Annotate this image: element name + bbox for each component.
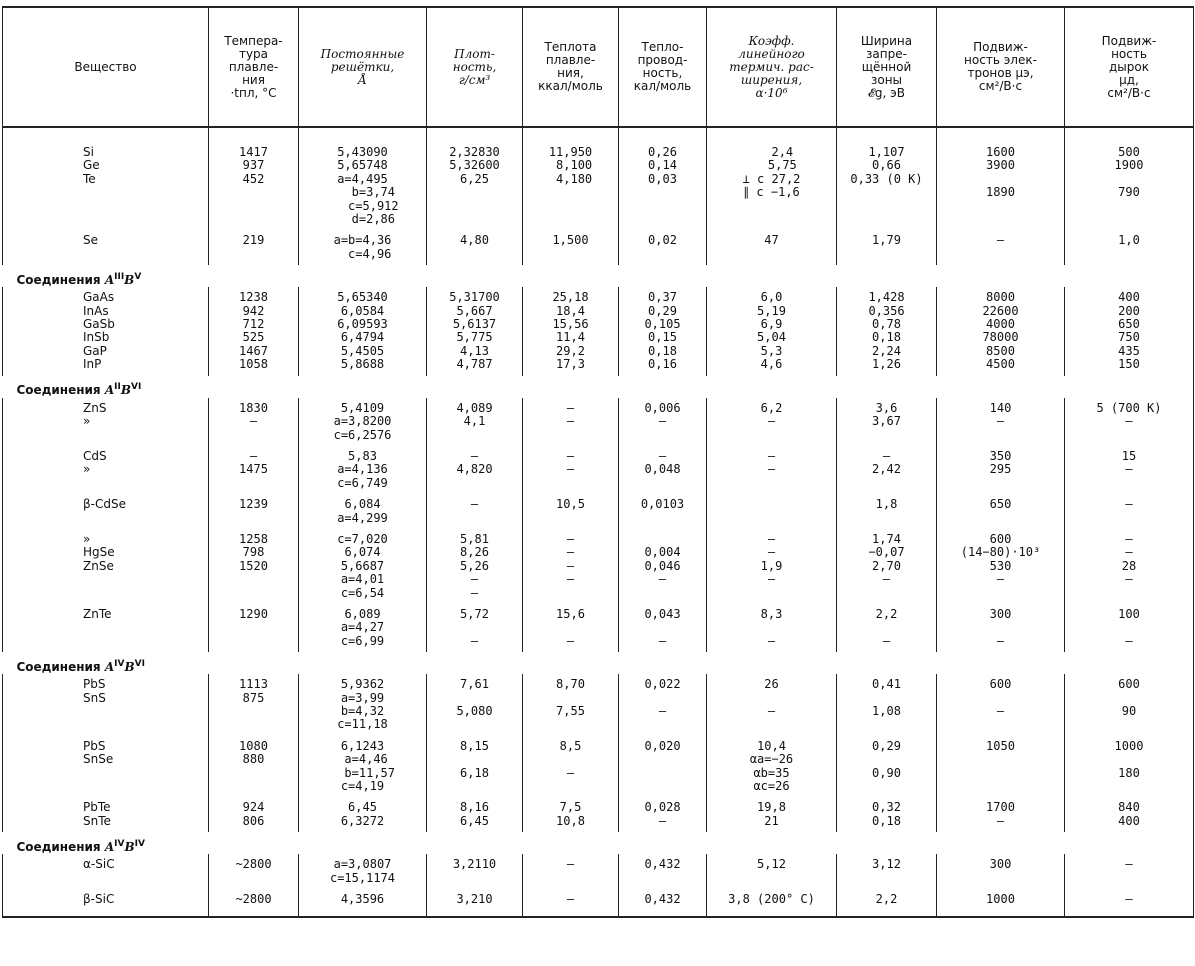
cell-substance: » HgSe ZnSe [3,529,209,604]
cell-density: 4,80 [427,230,523,265]
cell-melting-temp: ~2800 [209,854,299,889]
cell-thermal-conductivity: 0,0103 [619,494,707,529]
cell-density: 5,72 — [427,604,523,652]
spacer-cell [1065,127,1194,142]
cell-heat-of-fusion: 25,18 18,4 15,56 11,4 29,2 17,3 [523,287,619,375]
bottom-rule-cell [937,910,1065,917]
cell-density: 5,81 8,26 5,26 — — [427,529,523,604]
cell-band-gap: 0,29 0,90 [837,736,937,798]
cell-melting-temp: 1239 [209,494,299,529]
cell-hole-mobility: — [1065,889,1194,910]
cell-heat-of-fusion: 10,5 [523,494,619,529]
cell-hole-mobility: 5 (700 K) — [1065,398,1194,446]
cell-band-gap: 0,32 0,18 [837,797,937,832]
table-bottom-rule [3,910,1194,917]
cell-melting-temp: — 1475 [209,446,299,494]
cell-melting-temp: 924 806 [209,797,299,832]
cell-band-gap: 2,2 — [837,604,937,652]
bottom-rule-cell [3,910,209,917]
table-row [3,142,1194,230]
cell-hole-mobility: 1,0 [1065,230,1194,265]
cell-density: 3,210 [427,889,523,910]
cell-melting-temp: 1113 875 [209,674,299,736]
cell-thermal-conductivity: 0,37 0,29 0,105 0,15 0,18 0,16 [619,287,707,375]
cell-heat-of-fusion: 15,6 — [523,604,619,652]
cell-thermal-conductivity: 0,006 — [619,398,707,446]
cell-density: 7,61 5,080 [427,674,523,736]
cell-band-gap: 1,74 −0,07 2,70 — [837,529,937,604]
cell-substance: ZnS » [3,398,209,446]
bottom-rule-cell [707,910,837,917]
group-heading: Соединения $A^{III}B^V$ [3,265,1194,287]
cell-band-gap: 2,2 [837,889,937,910]
bottom-rule-cell [209,910,299,917]
cell-expansion-coefficient: 47 [707,230,837,265]
cell-substance: α-SiC [3,854,209,889]
bottom-rule-cell [427,910,523,917]
cell-thermal-conductivity: — 0,048 [619,446,707,494]
cell-heat-of-fusion: 11,950 8,100 4,180 [523,142,619,230]
cell-substance: ZnTe [3,604,209,652]
cell-band-gap: — 2,42 [837,446,937,494]
table-row [3,674,1194,736]
cell-substance: Se [3,230,209,265]
cell-density: 3,2110 [427,854,523,889]
cell-band-gap: 1,79 [837,230,937,265]
cell-lattice-constants: 6,45 6,3272 [299,797,427,832]
cell-heat-of-fusion: 8,5 — [523,736,619,798]
table-header-row [3,7,1194,127]
cell-electron-mobility: 1700 — [937,797,1065,832]
cell-hole-mobility: 1000 180 [1065,736,1194,798]
properties-table [2,6,1194,918]
cell-lattice-constants: a=3,0807 c=15,1174 [299,854,427,889]
cell-density: 5,31700 5,667 5,6137 5,775 4,13 4,787 [427,287,523,375]
cell-melting-temp: 1238 942 712 525 1467 1058 [209,287,299,375]
group-heading-row [3,265,1194,287]
cell-density: 8,16 6,45 [427,797,523,832]
header-heat-of-fusion: Теплота плавле- ния, ккал/моль [523,7,619,127]
cell-lattice-constants: 6,089 a=4,27 c=6,99 [299,604,427,652]
cell-electron-mobility: 300 [937,854,1065,889]
bottom-rule-cell [1065,910,1194,917]
cell-heat-of-fusion: — — [523,398,619,446]
cell-density: — [427,494,523,529]
cell-melting-temp: 219 [209,230,299,265]
cell-thermal-conductivity: 0,432 [619,889,707,910]
cell-thermal-conductivity: 0,028 — [619,797,707,832]
table-row [3,494,1194,529]
cell-melting-temp: 1258 798 1520 [209,529,299,604]
cell-hole-mobility: 500 1900 790 [1065,142,1194,230]
cell-melting-temp: 1080 880 [209,736,299,798]
cell-band-gap: 3,6 3,67 [837,398,937,446]
group-heading-row [3,376,1194,398]
cell-expansion-coefficient: 5,12 [707,854,837,889]
group-heading: Соединения $A^{II}B^{VI}$ [3,376,1194,398]
cell-electron-mobility: 600 — [937,674,1065,736]
cell-heat-of-fusion: — — [523,446,619,494]
cell-melting-temp: 1830 — [209,398,299,446]
header-lattice-constants: Постоянные решётки, Å [299,7,427,127]
cell-expansion-coefficient: 10,4 αa=−26 αb=35 αc=26 [707,736,837,798]
table-row [3,230,1194,265]
cell-thermal-conductivity: 0,022 — [619,674,707,736]
cell-substance: CdS » [3,446,209,494]
group-heading: Соединения $A^{IV}B^{VI}$ [3,652,1194,674]
cell-lattice-constants: 5,43090 5,65748 a=4,495 b=3,74 c=5,912 d=2,86 [299,142,427,230]
cell-substance: Si Ge Te [3,142,209,230]
cell-heat-of-fusion: — — — — [523,529,619,604]
cell-expansion-coefficient: — — [707,446,837,494]
cell-band-gap: 0,41 1,08 [837,674,937,736]
cell-thermal-conductivity: 0,432 [619,854,707,889]
cell-heat-of-fusion: 1,500 [523,230,619,265]
spacer-cell [3,127,209,142]
header-density: Плот- ность, г/см³ [427,7,523,127]
cell-electron-mobility: 350 295 [937,446,1065,494]
cell-melting-temp: 1290 [209,604,299,652]
cell-expansion-coefficient: — — 1,9 — [707,529,837,604]
cell-thermal-conductivity: 0,043 — [619,604,707,652]
cell-expansion-coefficient [707,494,837,529]
cell-substance: β-SiC [3,889,209,910]
cell-expansion-coefficient: 3,8 (200° C) [707,889,837,910]
cell-density: 2,32830 5,32600 6,25 [427,142,523,230]
cell-expansion-coefficient: 6,2 — [707,398,837,446]
table-row [3,398,1194,446]
header-substance: Вещество [3,7,209,127]
cell-expansion-coefficient: 26 — [707,674,837,736]
spacer-cell [523,127,619,142]
bottom-rule-cell [299,910,427,917]
bottom-rule-cell [837,910,937,917]
spacer-cell [619,127,707,142]
cell-electron-mobility: 1000 [937,889,1065,910]
cell-thermal-conductivity: 0,004 0,046 — [619,529,707,604]
cell-hole-mobility: 840 400 [1065,797,1194,832]
cell-hole-mobility: — [1065,854,1194,889]
table-row [3,736,1194,798]
header-band-gap: Ширина запре- щённой зоны 𝓔g, эВ [837,7,937,127]
table-row [3,854,1194,889]
cell-thermal-conductivity: 0,020 [619,736,707,798]
cell-lattice-constants: a=b=4,36 c=4,96 [299,230,427,265]
cell-hole-mobility: 400 200 650 750 435 150 [1065,287,1194,375]
cell-electron-mobility: 140 — [937,398,1065,446]
table-row [3,287,1194,375]
header-melting-temp: Темпера- тура плавле- ния ·tпл, °C [209,7,299,127]
cell-expansion-coefficient: 8,3 — [707,604,837,652]
table-row [3,446,1194,494]
cell-lattice-constants: 6,084 a=4,299 [299,494,427,529]
table-row [3,797,1194,832]
cell-lattice-constants: c=7,020 6,074 5,6687 a=4,01 c=6,54 [299,529,427,604]
cell-lattice-constants: 5,65340 6,0584 6,09593 6,4794 5,4505 5,8688 [299,287,427,375]
spacer-cell [937,127,1065,142]
header-hole-mobility: Подвиж- ность дырок μд, см²/В·с [1065,7,1194,127]
header-electron-mobility: Подвиж- ность элек- тронов μэ, см²/В·с [937,7,1065,127]
cell-lattice-constants: 5,83 a=4,136 c=6,749 [299,446,427,494]
spacer-cell [427,127,523,142]
spacer-cell [707,127,837,142]
spacer-cell [299,127,427,142]
cell-expansion-coefficient: 6,0 5,19 6,9 5,04 5,3 4,6 [707,287,837,375]
cell-hole-mobility: 100 — [1065,604,1194,652]
cell-lattice-constants: 6,1243 a=4,46 b=11,57 c=4,19 [299,736,427,798]
cell-expansion-coefficient: 2,4 5,75 ⊥ c 27,2 ∥ c −1,6 [707,142,837,230]
cell-thermal-conductivity: 0,26 0,14 0,03 [619,142,707,230]
cell-expansion-coefficient: 19,8 21 [707,797,837,832]
cell-electron-mobility: 1600 3900 1890 [937,142,1065,230]
group-heading-row [3,832,1194,854]
cell-density: 8,15 6,18 [427,736,523,798]
cell-electron-mobility: 650 [937,494,1065,529]
header-expansion-coefficient: Коэфф. линейного термич. рас- ширения, α·10⁶ [707,7,837,127]
cell-heat-of-fusion: 7,5 10,8 [523,797,619,832]
table-body [3,127,1194,917]
cell-electron-mobility: 300 — [937,604,1065,652]
spacer-row [3,127,1194,142]
cell-lattice-constants: 5,4109 a=3,8200 c=6,2576 [299,398,427,446]
group-heading: Соединения $A^{IV}B^{IV}$ [3,832,1194,854]
cell-density: 4,089 4,1 [427,398,523,446]
table-row [3,889,1194,910]
spacer-cell [837,127,937,142]
cell-electron-mobility: 8000 22600 4000 78000 8500 4500 [937,287,1065,375]
cell-lattice-constants: 4,3596 [299,889,427,910]
group-heading-row [3,652,1194,674]
table-row [3,604,1194,652]
cell-melting-temp: ~2800 [209,889,299,910]
cell-melting-temp: 1417 937 452 [209,142,299,230]
cell-substance: GaAs InAs GaSb InSb GaP InP [3,287,209,375]
cell-substance: PbS SnSe [3,736,209,798]
cell-hole-mobility: — — 28 — [1065,529,1194,604]
cell-lattice-constants: 5,9362 a=3,99 b=4,32 c=11,18 [299,674,427,736]
cell-hole-mobility: 600 90 [1065,674,1194,736]
cell-band-gap: 3,12 [837,854,937,889]
cell-electron-mobility: — [937,230,1065,265]
cell-thermal-conductivity: 0,02 [619,230,707,265]
cell-band-gap: 1,428 0,356 0,78 0,18 2,24 1,26 [837,287,937,375]
cell-substance: β-CdSe [3,494,209,529]
bottom-rule-cell [619,910,707,917]
cell-heat-of-fusion: 8,70 7,55 [523,674,619,736]
cell-heat-of-fusion: — [523,889,619,910]
cell-electron-mobility: 600 (14−80)·10³ 530 — [937,529,1065,604]
cell-electron-mobility: 1050 [937,736,1065,798]
spacer-cell [209,127,299,142]
cell-hole-mobility: — [1065,494,1194,529]
cell-density: — 4,820 [427,446,523,494]
cell-hole-mobility: 15 — [1065,446,1194,494]
cell-substance: PbS SnS [3,674,209,736]
cell-band-gap: 1,8 [837,494,937,529]
cell-band-gap: 1,107 0,66 0,33 (0 K) [837,142,937,230]
table-row [3,529,1194,604]
cell-heat-of-fusion: — [523,854,619,889]
header-thermal-conductivity: Тепло- провод- ность, кал/моль [619,7,707,127]
bottom-rule-cell [523,910,619,917]
cell-substance: PbTe SnTe [3,797,209,832]
